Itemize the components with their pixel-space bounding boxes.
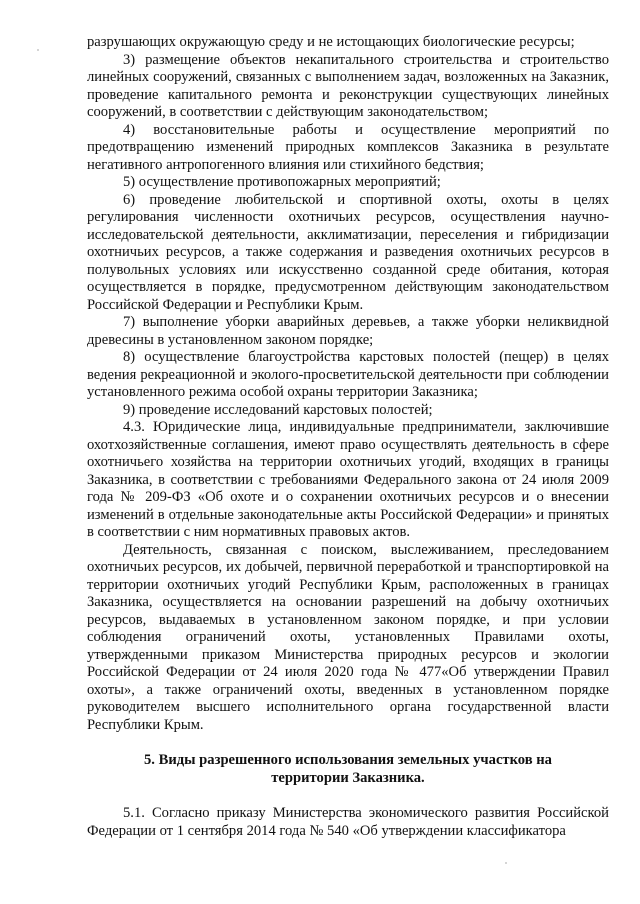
list-item-6: 6) проведение любительской и спортивной охоты, охоты в целях регулирования численности охотничьих ресурсов, осуществления научно-исследовательской деятельности, акклиматизации, переселения и гибридизации охотничьих ресурсов, а также содержания и разведения охотничьих ресурсов в полувольных условиях или искусственно созданной среде обитания, которая осуществляется в порядке, предусмотренном действующим законодательством Российской Федерации и Республики Крым. [87,191,609,313]
list-item-3: 3) размещение объектов некапитального строительства и строительство линейных сооружений, связанных с выполнением задач, возложенных на Заказник, проведение капитального ремонта и реконструкции существующих линейных сооружений, в соответствии с действующим законодательством; [87,51,609,120]
document-body [87,34,609,840]
clause-5-1: 5.1. Согласно приказу Министерства экономического развития Российской Федерации от 1 сентября 2014 года № 540 «Об утверждении классификатора [87,805,609,839]
section-heading-line-1: 5. Виды разрешенного использования земельных участков на [144,752,552,768]
list-item-9: 9) проведение исследований карстовых полостей; [123,401,433,418]
scan-speck [37,49,39,51]
paragraph-continuation: разрушающих окружающую среду и не истощающих биологические ресурсы; [87,34,575,50]
list-item-8: 8) осуществление благоустройства карстовых полостей (пещер) в целях ведения рекреационной и эколого-просветительской деятельности при соблюдении установленного режима особой охраны территории Заказника; [87,349,609,400]
list-item-5: 5) осуществление противопожарных мероприятий; [123,174,441,190]
hunting-activity-paragraph: Деятельность, связанная с поиском, выслеживанием, преследованием охотничьих ресурсов, их добычей, первичной переработкой и транспортировкой на территории охотничьих угодий Республики Крым, расположенных в границах Заказника, осуществляется на основании разрешений на добычу охотничьих ресурсов, выдаваемых в установленном законом порядке, и при условии соблюдения ограничений охоты, установленных Правилами охоты, утвержденными приказом Министерства природных ресурсов и экологии Российской Федерации от 24 июля 2020 года № 477«Об утверждении Правил охоты», а также ограничений охоты, введенных в установленном порядке руководителем высшего исполнительного органа государственной власти Республики Крым. [87,541,609,733]
section-5-heading [87,752,609,787]
scan-speck [505,862,507,864]
list-item-7: 7) выполнение уборки аварийных деревьев, а также уборки неликвидной древесины в установленном законом порядке; [87,314,609,348]
list-item-4: 4) восстановительные работы и осуществление мероприятий по предотвращению изменений природных комплексов Заказника в результате негативного антропогенного влияния или стихийного бедствия; [87,121,609,173]
clause-4-3: 4.3. Юридические лица, индивидуальные предприниматели, заключившие охотхозяйственные соглашения, имеют право осуществлять деятельность в сфере охотничьего хозяйства на территории охотничьих угодий, входящих в границы Заказника, в соответствии с требованиями Федерального закона от 24 июля 2009 года № 209-ФЗ «Об охоте и о сохранении охотничьих ресурсов и о внесении изменений в отдельные законодательные акты Российской Федерации» и принятых в соответствии с ним нормативных правовых актов. [87,419,609,540]
section-heading-line-2: территории Заказника. [271,769,425,786]
